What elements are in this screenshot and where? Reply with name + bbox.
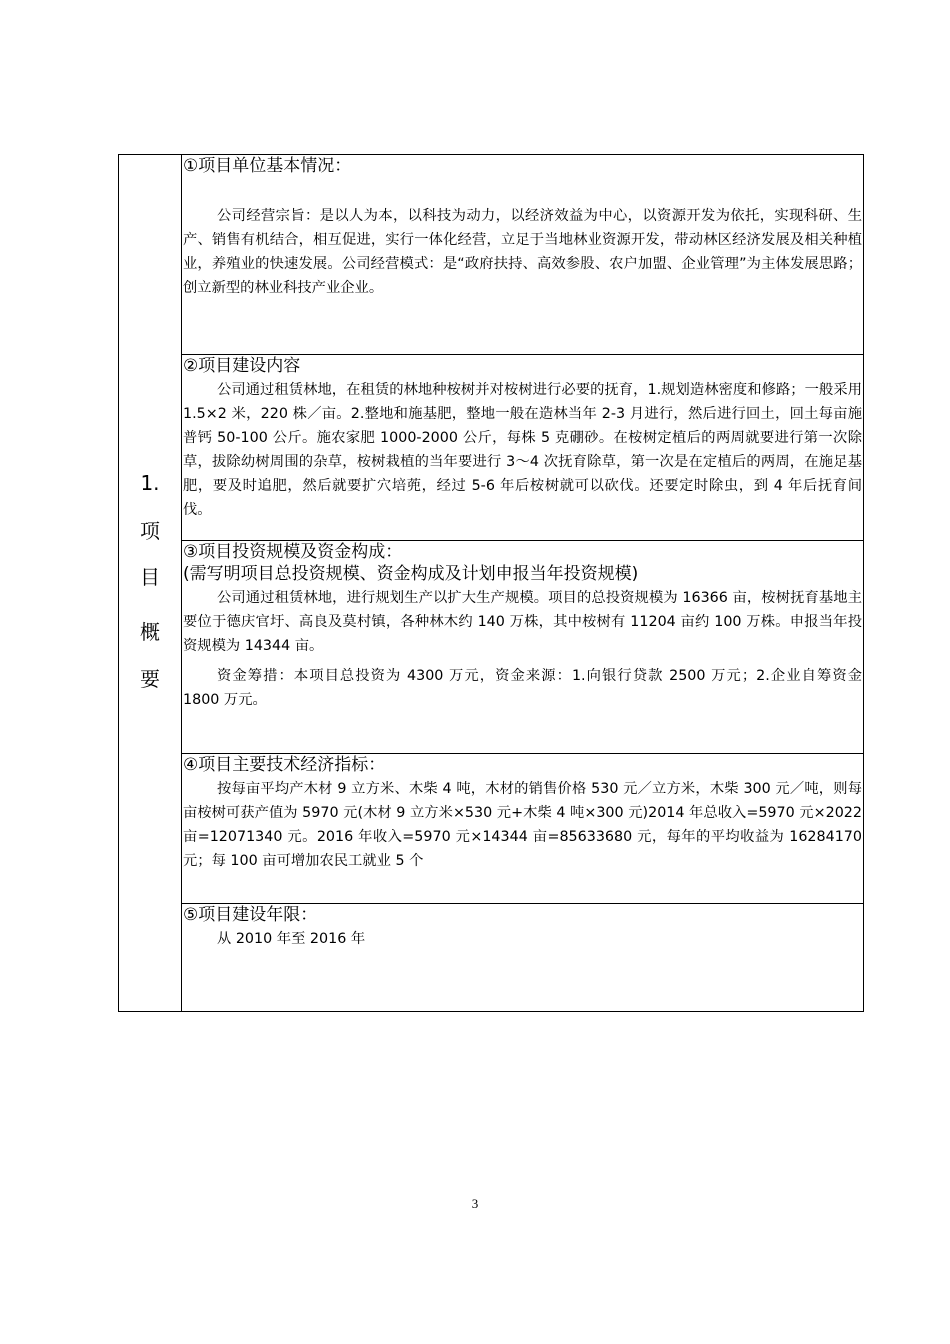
section-heading: ④项目主要技术经济指标： <box>183 755 386 775</box>
row-number: 1. <box>140 471 160 495</box>
content-column <box>182 155 863 1011</box>
section-paragraph: 从 2010 年至 2016 年 <box>217 931 366 947</box>
section-heading: ②项目建设内容 <box>183 356 301 376</box>
section-construction-period <box>182 903 863 1011</box>
section-economic-indicators <box>182 753 863 903</box>
section-subheading: (需写明项目总投资规模、资金构成及计划申报当年投资规模) <box>183 564 639 584</box>
section-paragraph: 公司经营宗旨：是以人为本，以科技为动力，以经济效益为中心，以资源开发为依托，实现科研、生产、销售有机结合，相互促进，实行一体化经营，立足于当地林业资源开发，带动林区经济发展及相关种植业，养殖业的快速发展。公司经营模式：是“政府扶持、高效参股、农户加盟、企业管理”为主体发展思路；创立新型的林业科技产业企业。 <box>183 208 862 296</box>
section-investment-scale <box>182 540 863 753</box>
section-paragraph: 按每亩平均产木材 9 立方米、木柴 4 吨，木材的销售价格 530 元／立方米，木柴 300 元／吨，则每亩桉树可获产值为 5970 元(木材 9 立方米×530 元+木柴 4 吨×300 元)2014 年总收入=5970 元×2022 亩=12071340 元。2016 年收入=5970 元×14344 亩=85633680 元，每年的平均收益为 16284170 元；每 100 亩可增加农民工就业 5 个 <box>183 781 862 869</box>
project-overview-table <box>118 154 864 1012</box>
section-paragraph: 公司通过租赁林地，进行规划生产以扩大生产规模。项目的总投资规模为 16366 亩，桉树抚育基地主要位于德庆官圩、高良及莫村镇，各种林木约 140 万株，其中桉树有 11204 亩约 100 万株。申报当年投资规模为 14344 亩。 <box>183 590 862 654</box>
row-label-char: 项 <box>140 519 160 543</box>
row-label-char: 概 <box>140 620 160 644</box>
section-heading: ③项目投资规模及资金构成： <box>183 542 403 562</box>
row-label-cell <box>119 155 182 1011</box>
row-label-char: 要 <box>140 667 160 691</box>
section-construction-content <box>182 354 863 540</box>
section-heading: ①项目单位基本情况： <box>183 156 352 176</box>
section-paragraph: 公司通过租赁林地，在租赁的林地种桉树并对桉树进行必要的抚育，1.规划造林密度和修路；一般采用 1.5×2 米，220 株／亩。2.整地和施基肥，整地一般在造林当年 2-3 月进行，然后进行回土，回土每亩施普钙 50-100 公斤。施农家肥 1000-2000 公斤，每株 5 克硼砂。在桉树定植后的两周就要进行第一次除草，拔除幼树周围的杂草，桉树栽植的当年要进行 3～4 次抚育除草，第一次是在定植后的两周，在施足基肥，要及时追肥，然后就要扩穴培蔸，经过 5-6 年后桉树就可以砍伐。还要定时除虫，到 4 年后抚育间伐。 <box>183 382 862 518</box>
section-heading: ⑤项目建设年限： <box>183 905 318 925</box>
section-paragraph: 资金筹措：本项目总投资为 4300 万元，资金来源：1.向银行贷款 2500 万元；2.企业自筹资金 1800 万元。 <box>183 668 862 708</box>
section-basic-info <box>182 155 863 354</box>
row-label-char: 目 <box>140 565 160 589</box>
page-number: 3 <box>471 1196 479 1211</box>
